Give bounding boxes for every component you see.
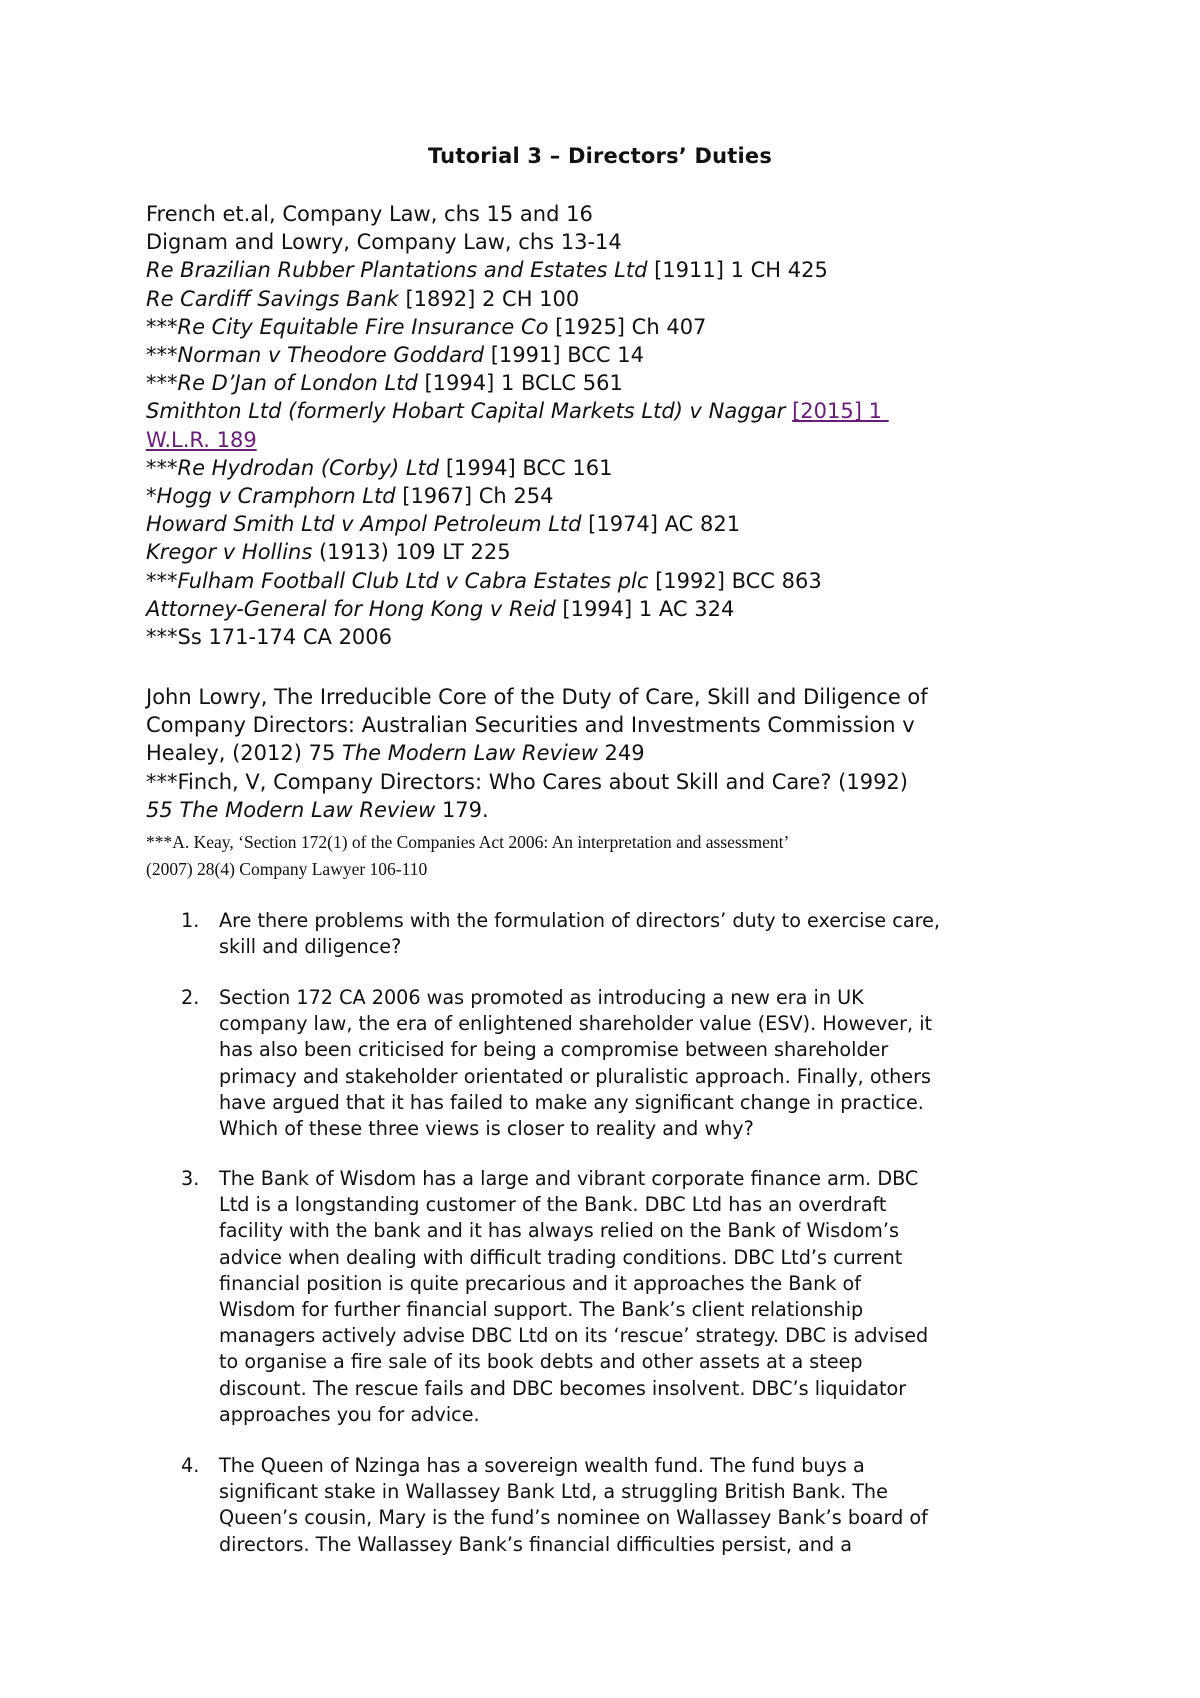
article-line: ***A. Keay, ‘Section 172(1) of the Companies Act 2006: An interpretation and assessment’ [146,832,790,852]
case-citation: [1994] 1 BCLC 561 [417,371,623,396]
question-line: financial position is quite precarious and it approaches the Bank of [219,1271,862,1295]
question-line: directors. The Wallassey Bank’s financial difficulties persist, and a [219,1532,852,1556]
question-line: to organise a fire sale of its book debts and other assets at a steep [219,1350,863,1374]
case-name: Smithton Ltd (formerly Hobart Capital Markets Ltd) v Naggar [146,399,786,424]
statute-reference: ***Ss 171-174 CA 2006 [146,625,393,650]
case-name: Howard Smith Ltd v Ampol Petroleum Ltd [146,512,582,537]
question-line: The Queen of Nzinga has a sovereign wealth fund. The fund buys a [219,1454,865,1477]
page-title: Tutorial 3 – Directors’ Duties [427,144,773,168]
case-name: Norman v Theodore Goddard [177,343,485,368]
case-name: Re Brazilian Rubber Plantations and Estates Ltd [146,258,648,283]
article-line: John Lowry, The Irreducible Core of the Duty of Care, Skill and Diligence of [146,685,928,709]
journal-name: 55 The Modern Law Review [146,797,436,822]
question-line: Wisdom for further financial support. The Bank’s client relationship [219,1298,864,1322]
case-citation: [1892] 2 CH 100 [398,286,580,311]
question-line: advice when dealing with difficult trading conditions. DBC Ltd’s current [219,1245,903,1269]
question-line: approaches you for advice. [219,1402,480,1426]
case-citation: (1913) 109 LT 225 [312,540,511,565]
question-line: company law, the era of enlightened shareholder value (ESV). However, it [219,1012,933,1036]
case-name: Hogg v Cramphorn Ltd [156,484,396,509]
reading-text: Dignam and Lowry, Company Law, chs 13-14 [146,230,622,255]
case-citation: [1911] 1 CH 425 [647,258,828,283]
question-line: Queen’s cousin, Mary is the fund’s nominee on Wallassey Bank’s board of [219,1506,928,1530]
question-line: Ltd is a longstanding customer of the Bank. DBC Ltd has an overdraft [219,1193,887,1217]
case-citation: [1967] Ch 254 [395,484,554,509]
case-name: Kregor v Hollins [146,540,313,565]
case-citation: [1991] BCC 14 [484,343,644,368]
question-text [219,985,1099,1142]
case-name: Re City Equitable Fire Insurance Co [177,314,549,339]
question-number: 1. [181,909,200,932]
question-number: 4. [181,1454,200,1477]
question-line: facility with the bank and it has always relied on the Bank of Wisdom’s [219,1219,899,1243]
article-text: 179. [435,797,489,822]
case-citation: [1974] AC 821 [581,512,741,537]
question-line: have argued that it has failed to make any significant change in practice. [219,1090,924,1114]
citation-link[interactable]: [2015] 1 [792,399,882,424]
article-text: 249 [597,741,645,766]
priority-stars: *** [146,568,178,593]
case-name: Fulham Football Club Ltd v Cabra Estates plc [177,568,649,593]
question-text [219,1166,1099,1428]
question-line: discount. The rescue fails and DBC becomes insolvent. DBC’s liquidator [219,1376,907,1400]
article-text: Healey, (2012) 75 [146,741,343,766]
question-line: significant stake in Wallassey Bank Ltd, a struggling British Bank. The [219,1480,888,1504]
case-citation: [1994] BCC 161 [439,455,613,480]
question-text [219,908,1099,960]
case-name: Re Hydrodan (Corby) Ltd [177,455,440,480]
article-line: ***Finch, V, Company Directors: Who Cares about Skill and Care? (1992) [146,769,908,794]
priority-stars: *** [146,455,178,480]
question-number: 3. [181,1167,200,1190]
case-name: Re D’Jan of London Ltd [177,371,418,396]
question-number: 2. [181,986,200,1009]
question-line: Are there problems with the formulation of directors’ duty to exercise care, [219,909,940,932]
reading-text: French et.al, Company Law, chs 15 and 16 [146,202,593,226]
question-line: managers actively advise DBC Ltd on its ‘rescue’ strategy. DBC is advised [219,1324,929,1348]
priority-stars: * [146,484,157,509]
priority-stars: *** [146,371,178,396]
question-line: The Bank of Wisdom has a large and vibrant corporate finance arm. DBC [219,1167,919,1190]
question-text [219,1453,1099,1558]
case-citation: [1994] 1 AC 324 [555,596,735,621]
citation-link[interactable]: W.L.R. 189 [146,427,257,452]
case-citation: [1992] BCC 863 [648,568,822,593]
question-line: Which of these three views is closer to reality and why? [219,1117,754,1141]
question-line: has also been criticised for being a compromise between shareholder [219,1038,889,1062]
priority-stars: *** [146,314,178,339]
article-line: Company Directors: Australian Securities and Investments Commission v [146,713,915,738]
question-line: Section 172 CA 2006 was promoted as introducing a new era in UK [219,986,864,1009]
priority-stars: *** [146,343,178,368]
case-citation: [1925] Ch 407 [548,314,707,339]
question-line: primacy and stakeholder orientated or pluralistic approach. Finally, others [219,1064,931,1088]
case-name: Attorney-General for Hong Kong v Reid [146,596,556,621]
article-line: (2007) 28(4) Company Lawyer 106-110 [146,859,428,879]
question-line: skill and diligence? [219,935,402,959]
case-name: Re Cardiff Savings Bank [146,286,399,311]
journal-name: The Modern Law Review [342,741,598,766]
